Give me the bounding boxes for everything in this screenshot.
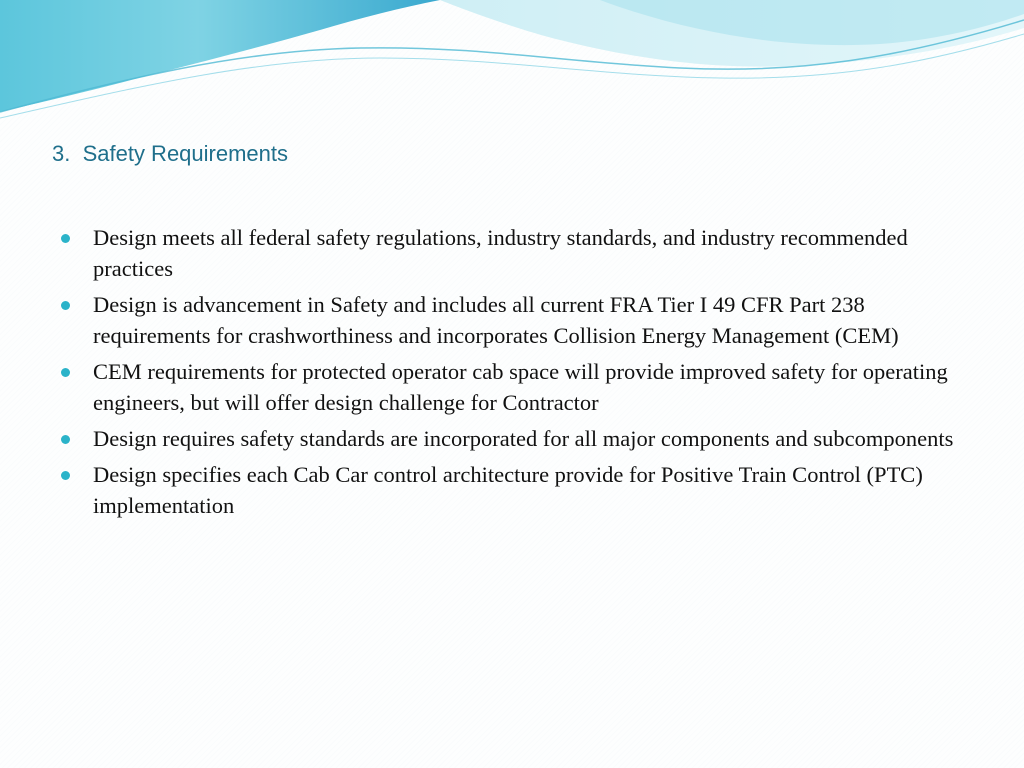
bullet-text: Design meets all federal safety regulations, industry standards, and industry recommended practices (93, 225, 908, 281)
bullet-list (60, 222, 960, 526)
bullet-dot-icon (61, 435, 70, 444)
bullet-item (60, 423, 960, 454)
bullet-item (60, 356, 960, 418)
bullet-dot-icon (61, 368, 70, 377)
header-wave-decoration (0, 0, 1024, 120)
bullet-item (60, 222, 960, 284)
bullet-dot-icon (61, 301, 70, 310)
bullet-item (60, 289, 960, 351)
slide-title: 3. Safety Requirements (52, 141, 289, 166)
bullet-dot-icon (61, 234, 70, 243)
bullet-text: Design specifies each Cab Car control architecture provide for Positive Train Control (PTC) implementation (93, 462, 923, 518)
bullet-text: Design is advancement in Safety and includes all current FRA Tier I 49 CFR Part 238 requirements for crashworthiness and incorporates Collision Energy Management (CEM) (93, 292, 899, 348)
bullet-item (60, 459, 960, 521)
bullet-dot-icon (61, 471, 70, 480)
bullet-text: Design requires safety standards are incorporated for all major components and subcomponents (93, 426, 954, 451)
bullet-text: CEM requirements for protected operator cab space will provide improved safety for operating engineers, but will offer design challenge for Contractor (93, 359, 948, 415)
